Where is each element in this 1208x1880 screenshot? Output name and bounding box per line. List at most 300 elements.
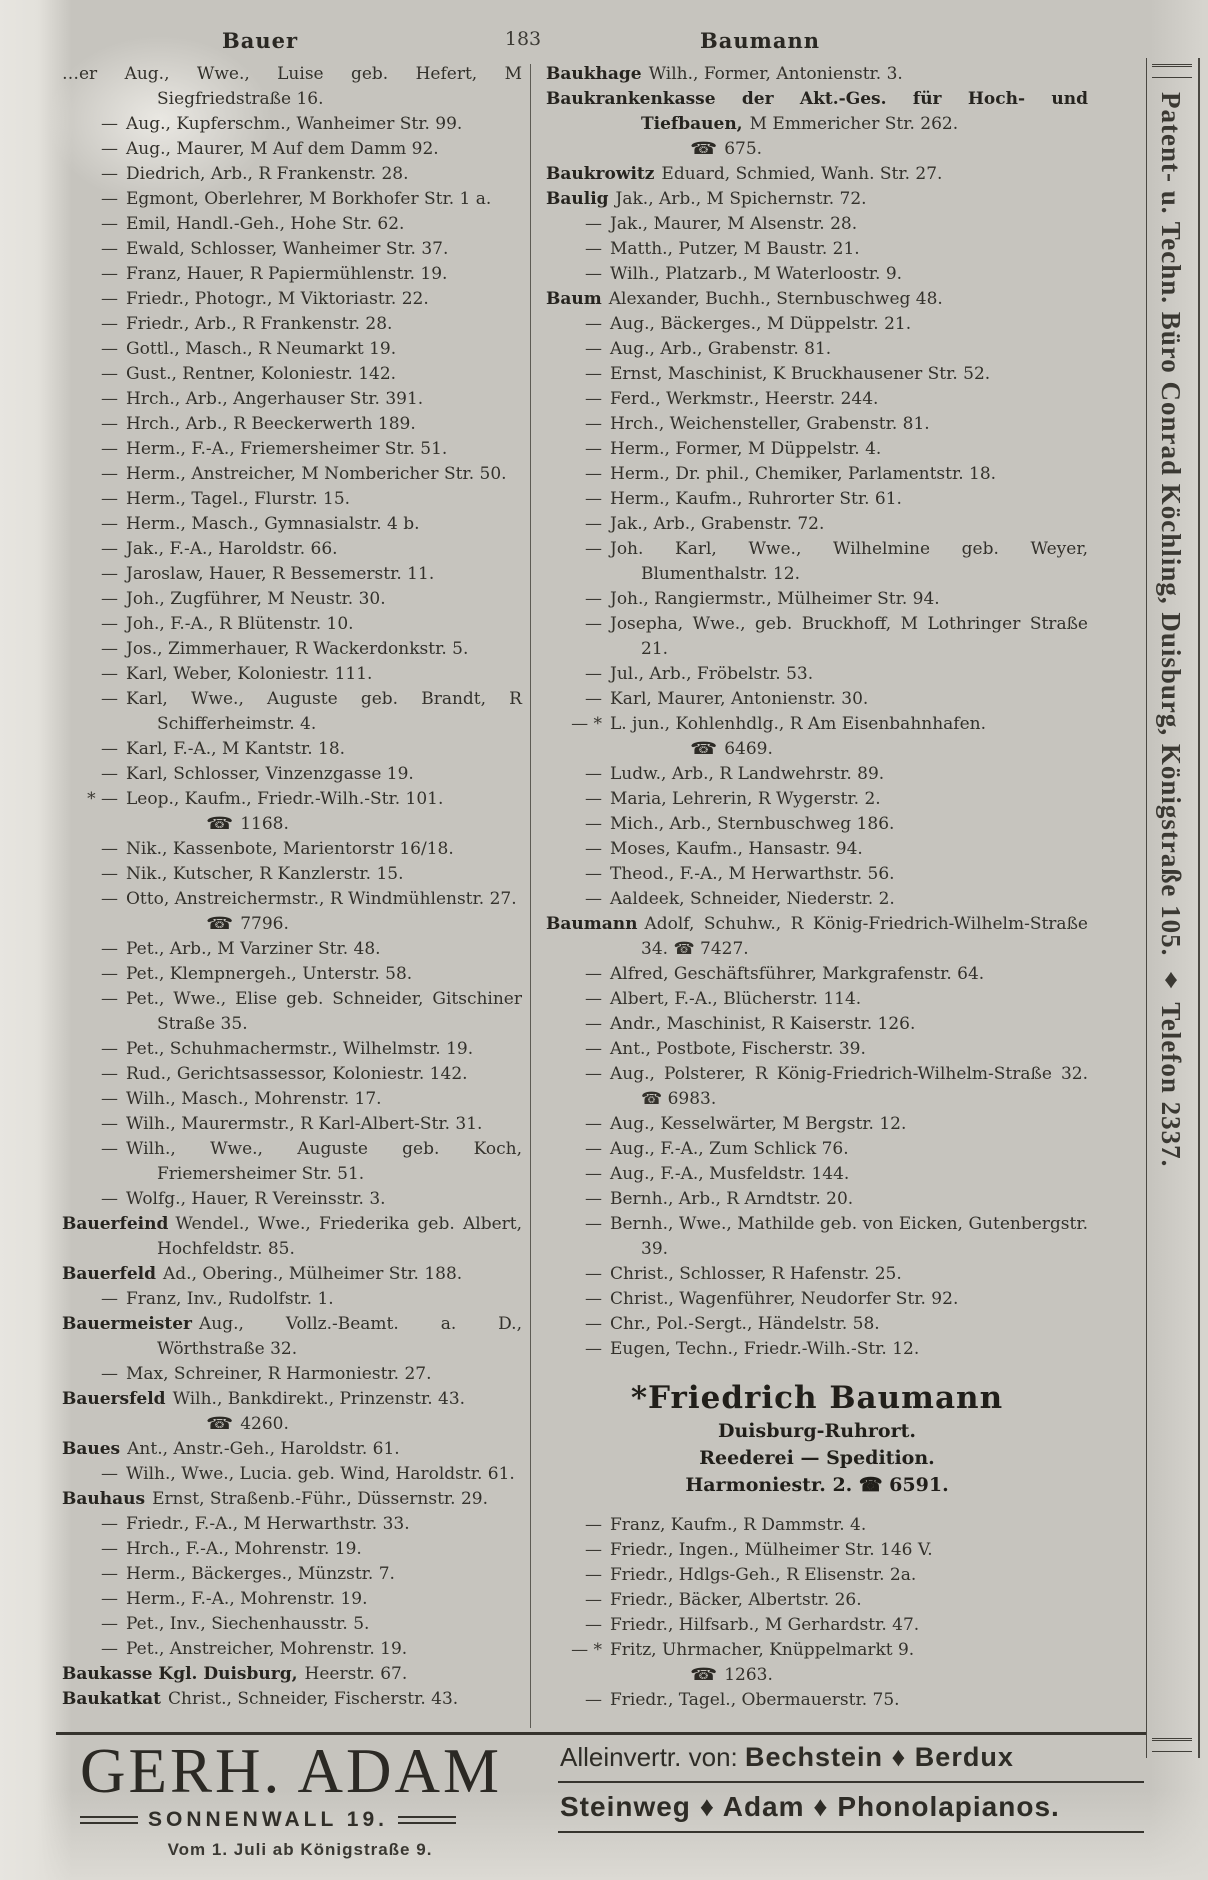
piano-ad (558, 1738, 1144, 1833)
entry-text: Wilh., Bankdirekt., Prinzenstr. 43. (172, 1389, 466, 1409)
directory-entry (546, 537, 1088, 587)
entry-prefix: — (585, 764, 602, 784)
directory-entry (546, 512, 1088, 537)
entry-prefix: * — (87, 789, 118, 809)
phone-icon: ☎ (205, 914, 234, 934)
entry-prefix: — (585, 839, 602, 859)
entry-prefix: — (585, 664, 602, 684)
entry-prefix: — (101, 389, 118, 409)
entry-prefix: — (101, 589, 118, 609)
entry-prefix: — (101, 1589, 118, 1609)
entry-prefix: — (585, 814, 602, 834)
directory-entry (546, 1062, 1088, 1112)
ad-business: Reederei — Spedition. (699, 1447, 935, 1469)
directory-entry (546, 1162, 1088, 1187)
phone-line (157, 812, 522, 837)
phone-icon: ☎ (689, 739, 718, 759)
entry-prefix: — (101, 1464, 118, 1484)
entry-text: Wilh., Former, Antonienstr. 3. (648, 64, 903, 84)
entry-text: Maria, Lehrerin, R Wygerstr. 2. (610, 789, 881, 809)
entry-text: Herm., Masch., Gymnasialstr. 4 b. (126, 514, 420, 534)
entry-text: Wilh., Maurermstr., R Karl-Albert-Str. 31. (126, 1114, 483, 1134)
entry-prefix: — (101, 1514, 118, 1534)
phone-line (157, 1412, 522, 1437)
entry-text: Pet., Wwe., Elise geb. Schneider, Gitschiner Straße 35. (126, 989, 522, 1034)
entry-prefix: — (585, 489, 602, 509)
entry-prefix: — (585, 1189, 602, 1209)
entry-prefix: — (585, 1690, 602, 1710)
piano-ad-prefix: Alleinvertr. von: (560, 1742, 745, 1772)
entry-text: Herm., F.-A., Mohrenstr. 19. (126, 1589, 368, 1609)
directory-entry (62, 412, 522, 437)
entry-text: Adolf, Schuhw., R König-Friedrich-Wilhelm-Straße 34. ☎ 7427. (641, 914, 1088, 959)
entry-text: Jak., Maurer, M Alsenstr. 28. (610, 214, 858, 234)
entry-text: Jak., Arb., Grabenstr. 72. (610, 514, 825, 534)
entry-prefix: — (101, 689, 118, 709)
entry-prefix: — (585, 964, 602, 984)
directory-entry (62, 312, 522, 337)
entry-text: Aaldeek, Schneider, Niederstr. 2. (610, 889, 895, 909)
entry-text: …er Aug., Wwe., Luise geb. Hefert, M Siegfriedstraße 16. (62, 64, 522, 109)
entry-text: Joh. Karl, Wwe., Wilhelmine geb. Weyer, Blumenthalstr. 12. (610, 539, 1088, 584)
entry-text: Christ., Schneider, Fischerstr. 43. (168, 1689, 459, 1709)
directory-entry (546, 1137, 1088, 1162)
directory-entry (546, 337, 1088, 362)
piano-ad-line2: Steinweg ♦ Adam ♦ Phonolapianos. (558, 1783, 1144, 1833)
entry-prefix: — (585, 214, 602, 234)
directory-entry (546, 662, 1088, 687)
entry-text: Franz, Inv., Rudolfstr. 1. (126, 1289, 334, 1309)
entry-text: Nik., Kassenbote, Marientorstr 16/18. (126, 839, 454, 859)
entry-prefix: — (585, 1339, 602, 1359)
entry-text: Matth., Putzer, M Baustr. 21. (610, 239, 860, 259)
directory-entry (62, 1112, 522, 1137)
directory-entry (62, 837, 522, 862)
directory-entry (62, 612, 522, 637)
entry-text: Max, Schreiner, R Harmoniestr. 27. (126, 1364, 432, 1384)
directory-entry (546, 862, 1088, 887)
entry-prefix: — (101, 1364, 118, 1384)
left-column (62, 62, 522, 1712)
entry-prefix: — (101, 939, 118, 959)
entry-text: Wolfg., Hauer, R Vereinsstr. 3. (126, 1189, 386, 1209)
entry-text: Herm., Bäckerges., Münzstr. 7. (126, 1564, 395, 1584)
entry-surname: Baukrowitz (546, 164, 655, 184)
directory-entry (546, 312, 1088, 337)
directory-entry (62, 762, 522, 787)
entry-prefix: — (585, 1039, 602, 1059)
directory-entry (546, 237, 1088, 262)
entry-text: Nik., Kutscher, R Kanzlerstr. 15. (126, 864, 404, 884)
directory-entry (546, 812, 1088, 837)
entry-text: Ferd., Werkmstr., Heerstr. 244. (610, 389, 879, 409)
directory-entry (546, 1112, 1088, 1137)
entry-surname: Baukhage (546, 64, 642, 84)
directory-entry (62, 1037, 522, 1062)
directory-entry (62, 1087, 522, 1112)
entry-text: Wendel., Wwe., Friederika geb. Albert, Hochfeldstr. 85. (157, 1214, 522, 1259)
directory-entry (62, 287, 522, 312)
entry-text: Jul., Arb., Fröbelstr. 53. (610, 664, 814, 684)
entry-surname: Baukrankenkasse der Akt.-Ges. für Hoch- und Tiefbauen, (546, 89, 1088, 134)
entry-text: Rud., Gerichtsassessor, Koloniestr. 142. (126, 1064, 468, 1084)
directory-entry (546, 1563, 1088, 1588)
directory-entry (546, 1012, 1088, 1037)
entry-text: Pet., Inv., Siechenhausstr. 5. (126, 1614, 370, 1634)
entry-text: Friedr., F.-A., M Herwarthstr. 33. (126, 1514, 410, 1534)
entry-text: Ernst, Straßenb.-Führ., Düssernstr. 29. (152, 1489, 489, 1509)
directory-entry (546, 612, 1088, 662)
phone-line (641, 137, 1088, 162)
entry-prefix: — (101, 1064, 118, 1084)
entry-text: Christ., Wagenführer, Neudorfer Str. 92. (610, 1289, 959, 1309)
right-column-bottom (546, 1513, 1088, 1713)
page-number: 183 (504, 28, 542, 50)
entry-surname: Bauermeister (62, 1314, 192, 1334)
entry-prefix: — (101, 1639, 118, 1659)
entry-prefix: — (101, 514, 118, 534)
entry-text: Aug., Kesselwärter, M Bergstr. 12. (610, 1114, 907, 1134)
entry-prefix: — (101, 314, 118, 334)
directory-entry (62, 1687, 522, 1712)
directory-entry (62, 1187, 522, 1212)
directory-entry (546, 887, 1088, 912)
entry-text: Jak., Arb., M Spichernstr. 72. (615, 189, 867, 209)
directory-entry (546, 587, 1088, 612)
entry-prefix: — (101, 189, 118, 209)
entry-text: Hrch., Arb., Angerhauser Str. 391. (126, 389, 424, 409)
entry-prefix: — (585, 989, 602, 1009)
phone-line (157, 912, 522, 937)
directory-entry (62, 1462, 522, 1487)
entry-surname: Bauerfeind (62, 1214, 169, 1234)
entry-prefix: — (585, 1540, 602, 1560)
phone-icon: ☎ (205, 1414, 234, 1434)
entry-surname: Baukasse Kgl. Duisburg, (62, 1664, 298, 1684)
directory-entry (546, 1588, 1088, 1613)
entry-text: Ad., Obering., Mülheimer Str. 188. (163, 1264, 463, 1284)
directory-entry (62, 362, 522, 387)
entry-text: Friedr., Hilfsarb., M Gerhardstr. 47. (610, 1615, 920, 1635)
entry-text: Christ., Schlosser, R Hafenstr. 25. (610, 1264, 902, 1284)
entry-prefix: — (585, 1139, 602, 1159)
entry-surname: Baum (546, 289, 602, 309)
directory-entry (62, 1262, 522, 1287)
directory-entry (546, 912, 1088, 962)
entry-text: Wilh., Wwe., Auguste geb. Koch, Friemersheimer Str. 51. (126, 1139, 522, 1184)
entry-surname: Baues (62, 1439, 121, 1459)
entry-text: Ludw., Arb., R Landwehrstr. 89. (610, 764, 885, 784)
entry-text: Albert, F.-A., Blücherstr. 114. (610, 989, 862, 1009)
entry-prefix: — (585, 339, 602, 359)
directory-entry (62, 1562, 522, 1587)
entry-prefix: — (101, 539, 118, 559)
header-keyword-left: Bauer (221, 28, 299, 53)
directory-entry (62, 1387, 522, 1437)
entry-text: Andr., Maschinist, R Kaiserstr. 126. (610, 1014, 916, 1034)
directory-entry (62, 262, 522, 287)
entry-text: Karl, Wwe., Auguste geb. Brandt, R Schifferheimstr. 4. (126, 689, 522, 734)
directory-entry (62, 1587, 522, 1612)
entry-text: Aug., Arb., Grabenstr. 81. (610, 339, 832, 359)
directory-entry (546, 787, 1088, 812)
entry-text: Herm., Anstreicher, M Nombericher Str. 50. (126, 464, 507, 484)
directory-entry (62, 337, 522, 362)
entry-prefix: — (101, 1139, 118, 1159)
piano-ad-brands: Bechstein ♦ Berdux (744, 1742, 1014, 1772)
gerh-adam-address: SONNENWALL 19. (148, 1808, 388, 1831)
entry-prefix: — (585, 1014, 602, 1034)
entry-text: Jaroslaw, Hauer, R Bessemerstr. 11. (126, 564, 435, 584)
directory-entry (62, 1362, 522, 1387)
entry-text: Pet., Anstreicher, Mohrenstr. 19. (126, 1639, 408, 1659)
entry-text: Herm., Former, M Düppelstr. 4. (610, 439, 882, 459)
directory-entry (62, 137, 522, 162)
entry-text: Gottl., Masch., R Neumarkt 19. (126, 339, 397, 359)
entry-text: Karl, F.-A., M Kantstr. 18. (126, 739, 346, 759)
entry-text: Wilh., Masch., Mohrenstr. 17. (126, 1089, 382, 1109)
entry-prefix: — (585, 1064, 602, 1084)
entry-text: Friedr., Arb., R Frankenstr. 28. (126, 314, 393, 334)
entry-text: Emil, Handl.-Geh., Hohe Str. 62. (126, 214, 405, 234)
entry-prefix: — (101, 364, 118, 384)
entry-text: Aug., Polsterer, R König-Friedrich-Wilhelm-Straße 32. ☎ 6983. (610, 1064, 1088, 1109)
entry-text: Aug., F.-A., Zum Schlick 76. (610, 1139, 849, 1159)
phone-icon: ☎ (689, 139, 718, 159)
directory-entry (546, 1262, 1088, 1287)
entry-prefix: — (101, 239, 118, 259)
directory-entry (62, 387, 522, 412)
entry-text: Friedr., Ingen., Mülheimer Str. 146 V. (610, 1540, 933, 1560)
entry-prefix: — (585, 464, 602, 484)
entry-text: Ewald, Schlosser, Wanheimer Str. 37. (126, 239, 449, 259)
directory-entry (62, 1637, 522, 1662)
entry-text: Friedr., Tagel., Obermauerstr. 75. (610, 1690, 900, 1710)
entry-prefix: — (101, 1289, 118, 1309)
directory-entry (62, 1537, 522, 1562)
directory-entry (62, 437, 522, 462)
entry-text: Joh., Zugführer, M Neustr. 30. (126, 589, 386, 609)
entry-text: Moses, Kaufm., Hansastr. 94. (610, 839, 863, 859)
phone-number: 6469. (724, 739, 773, 759)
friedrich-baumann-ad (546, 1378, 1088, 1499)
directory-entry (546, 1638, 1088, 1688)
entry-prefix: — * (571, 1640, 602, 1660)
entry-text: Diedrich, Arb., R Frankenstr. 28. (126, 164, 409, 184)
entry-surname: Baukatkat (62, 1689, 162, 1709)
entry-text: Chr., Pol.-Sergt., Händelstr. 58. (610, 1314, 880, 1334)
entry-prefix: — (101, 139, 118, 159)
double-rule-left (80, 1816, 138, 1824)
entry-prefix: — (585, 1214, 602, 1234)
phone-number: 7796. (240, 914, 289, 934)
phone-number: 675. (724, 139, 763, 159)
entry-prefix: — (101, 439, 118, 459)
entry-text: Hrch., Weichensteller, Grabenstr. 81. (610, 414, 930, 434)
margin-cap-bottom (1152, 1738, 1192, 1752)
phone-line (641, 1663, 1088, 1688)
margin-ad (1146, 58, 1202, 1758)
directory-entry (546, 1538, 1088, 1563)
entry-text: Josepha, Wwe., geb. Bruckhoff, M Lothringer Straße 21. (610, 614, 1088, 659)
entry-prefix: — (585, 614, 602, 634)
entry-surname: Bauhaus (62, 1489, 146, 1509)
entry-text: M Emmericher Str. 262. (749, 114, 959, 134)
entry-prefix: — (101, 739, 118, 759)
directory-entry (546, 1337, 1088, 1362)
entry-prefix: — (101, 664, 118, 684)
entry-prefix: — (585, 1114, 602, 1134)
entry-text: Ernst, Maschinist, K Bruckhausener Str. 52. (610, 364, 991, 384)
entry-prefix: — (101, 839, 118, 859)
directory-entry (546, 462, 1088, 487)
entry-prefix: — (585, 414, 602, 434)
margin-rule-left (1146, 58, 1147, 1758)
entry-text: Eugen, Techn., Friedr.-Wilh.-Str. 12. (610, 1339, 920, 1359)
directory-entry (62, 187, 522, 212)
entry-text: Alfred, Geschäftsführer, Markgrafenstr. 64. (610, 964, 985, 984)
directory-entry (62, 1662, 522, 1687)
directory-entry (62, 1437, 522, 1462)
directory-entry (546, 437, 1088, 462)
directory-entry (62, 512, 522, 537)
entry-prefix: — (585, 889, 602, 909)
directory-entry (62, 1062, 522, 1087)
directory-entry (62, 1137, 522, 1187)
directory-entry (546, 1613, 1088, 1638)
entry-prefix: — (101, 989, 118, 1009)
phone-icon: ☎ (689, 1665, 718, 1685)
entry-text: Egmont, Oberlehrer, M Borkhofer Str. 1 a. (126, 189, 492, 209)
entry-prefix: — (585, 1515, 602, 1535)
directory-entry (62, 212, 522, 237)
ad-address: Harmoniestr. 2. ☎ 6591. (685, 1474, 949, 1496)
entry-prefix: — (101, 1614, 118, 1634)
entry-text: Bernh., Arb., R Arndtstr. 20. (610, 1189, 854, 1209)
entry-text: Jos., Zimmerhauer, R Wackerdonkstr. 5. (126, 639, 469, 659)
entry-prefix: — (101, 1114, 118, 1134)
directory-entry (546, 362, 1088, 387)
entry-prefix: — (101, 214, 118, 234)
entry-prefix: — (101, 414, 118, 434)
entry-prefix: — (585, 539, 602, 559)
double-rule-right (398, 1816, 456, 1824)
entry-surname: Baulig (546, 189, 609, 209)
entry-text: Pet., Arb., M Varziner Str. 48. (126, 939, 381, 959)
directory-entry (546, 1688, 1088, 1713)
directory-entry (62, 737, 522, 762)
gerh-adam-ad (80, 1738, 520, 1860)
directory-entry (62, 487, 522, 512)
entry-text: Alexander, Buchh., Sternbuschweg 48. (608, 289, 943, 309)
entry-prefix: — * (571, 714, 602, 734)
entry-text: Herm., Kaufm., Ruhrorter Str. 61. (610, 489, 902, 509)
entry-text: Aug., Bäckerges., M Düppelstr. 21. (610, 314, 912, 334)
entry-prefix: — (585, 264, 602, 284)
entry-prefix: — (585, 1590, 602, 1610)
gerh-adam-address-row (80, 1808, 520, 1832)
entry-surname: Bauerfeld (62, 1264, 156, 1284)
entry-text: Hrch., Arb., R Beeckerwerth 189. (126, 414, 416, 434)
entry-text: Mich., Arb., Sternbuschweg 186. (610, 814, 895, 834)
directory-entry (546, 212, 1088, 237)
entry-prefix: — (101, 1564, 118, 1584)
entry-prefix: — (101, 464, 118, 484)
entry-text: Karl, Weber, Koloniestr. 111. (126, 664, 373, 684)
directory-entry (62, 637, 522, 662)
entry-text: Ant., Postbote, Fischerstr. 39. (610, 1039, 866, 1059)
entry-text: Aug., Maurer, M Auf dem Damm 92. (126, 139, 439, 159)
entry-text: Pet., Schuhmachermstr., Wilhelmstr. 19. (126, 1039, 474, 1059)
directory-entry (62, 587, 522, 612)
entry-text: Aug., F.-A., Musfeldstr. 144. (610, 1164, 850, 1184)
entry-prefix: — (585, 1565, 602, 1585)
entry-text: Friedr., Bäcker, Albertstr. 26. (610, 1590, 862, 1610)
entry-text: Franz, Hauer, R Papiermühlenstr. 19. (126, 264, 448, 284)
entry-text: L. jun., Kohlenhdlg., R Am Eisenbahnhafen. (610, 714, 987, 734)
entry-surname: Baumann (546, 914, 638, 934)
directory-entry (62, 1312, 522, 1362)
entry-text: Herm., Tagel., Flurstr. 15. (126, 489, 351, 509)
entry-text: Aug., Kupferschm., Wanheimer Str. 99. (126, 114, 463, 134)
entry-text: Ant., Anstr.-Geh., Haroldstr. 61. (127, 1439, 400, 1459)
directory-entry (62, 62, 522, 112)
directory-entry (546, 1312, 1088, 1337)
margin-ad-text: Patent- u. Techn. Büro Conrad Köchling, Duisburg, Königstraße 105. ♦ Telefon 2337. (1156, 92, 1186, 1168)
entry-text: Karl, Schlosser, Vinzenzgasse 19. (126, 764, 414, 784)
directory-entry (62, 1512, 522, 1537)
phone-number: 1168. (240, 814, 289, 834)
entry-prefix: — (101, 614, 118, 634)
directory-entry (62, 562, 522, 587)
right-column (546, 62, 1088, 1713)
directory-entry (546, 1513, 1088, 1538)
directory-entry (62, 937, 522, 962)
entry-prefix: — (585, 514, 602, 534)
directory-entry (62, 662, 522, 687)
directory-entry (546, 687, 1088, 712)
entry-prefix: — (101, 1089, 118, 1109)
directory-entry (546, 762, 1088, 787)
entry-text: Friedr., Photogr., M Viktoriastr. 22. (126, 289, 429, 309)
entry-text: Pet., Klempnergeh., Unterstr. 58. (126, 964, 413, 984)
entry-prefix: — (585, 239, 602, 259)
entry-prefix: — (585, 389, 602, 409)
ad-city: Duisburg-Ruhrort. (718, 1420, 916, 1442)
entry-prefix: — (585, 1314, 602, 1334)
entry-prefix: — (101, 1039, 118, 1059)
entry-prefix: — (101, 1189, 118, 1209)
directory-entry (62, 962, 522, 987)
directory-entry (546, 87, 1088, 162)
entry-text: Joh., F.-A., R Blütenstr. 10. (126, 614, 354, 634)
entry-prefix: — (585, 1289, 602, 1309)
directory-entry (546, 412, 1088, 437)
entry-text: Karl, Maurer, Antonienstr. 30. (610, 689, 869, 709)
phone-number: 4260. (240, 1414, 289, 1434)
entry-text: Wilh., Wwe., Lucia. geb. Wind, Haroldstr. 61. (126, 1464, 515, 1484)
entry-prefix: — (101, 639, 118, 659)
directory-entry (546, 987, 1088, 1012)
entry-prefix: — (101, 564, 118, 584)
right-column-top (546, 62, 1088, 1362)
directory-entry (62, 537, 522, 562)
entry-prefix: — (585, 439, 602, 459)
entry-prefix: — (585, 314, 602, 334)
directory-entry (62, 887, 522, 937)
entry-prefix: — (101, 864, 118, 884)
entry-prefix: — (585, 1164, 602, 1184)
